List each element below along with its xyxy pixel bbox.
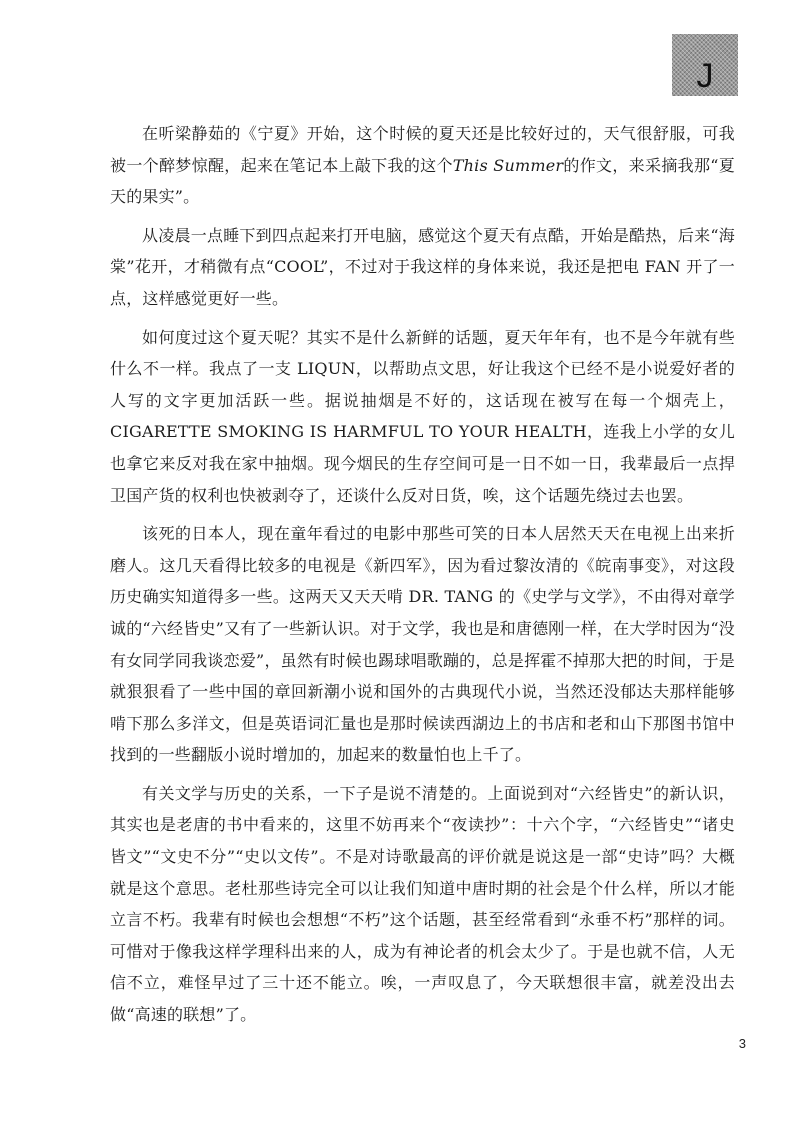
paragraph-5: 有关文学与历史的关系，一下子是说不清楚的。上面说到对“六经皆史”的新认识，其实也是老唐的书中看来的，这里不妨再来个“夜读抄”：十六个字，“六经皆史”“诸史皆文”“文史不分”“史以文传”。不是对诗歌最高的评价就是说这是一部“史诗”吗？大概就是这个意思。老杜那些诗完全可以让我们知道中唐时期的社会是个什么样，所以才能立言不朽。我辈有时候也会想想“不朽”这个话题，甚至经常看到“永垂不朽”那样的词。可惜对于像我这样学理科出来的人，成为有神论者的机会太少了。于是也就不信，人无信不立，难怪早过了三十还不能立。唉，一声叹息了，今天联想很丰富，就差没出去做“高速的联想”了。	[110, 783, 735, 1025]
article-body	[110, 118, 735, 1038]
paragraph-1-text-before: 在听梁静茹的《宁夏》开始，这个时候的夏天还是比较好过的，天气很舒服，可我被一个醉梦惊醒，起来在笔记本上敲下我的这个	[110, 124, 735, 175]
paragraph-1-text-after: 的作文，来采摘我那“夏天的果实”。	[110, 155, 735, 207]
paragraph-1	[110, 118, 735, 213]
paragraph-3: 如何度过这个夏天呢？其实不是什么新鲜的话题，夏天年年有，也不是今年就有些什么不一样。我点了一支 LIQUN，以帮助点文思，好让我这个已经不是小说爱好者的人写的文字更加活跃一些。据说抽烟是不好的，这话现在被写在每一个烟壳上，CIGARETTE SMOKING IS HARMFUL TO YOUR HEALTH，连我上小学的女儿也拿它来反对我在家中抽烟。现今烟民的生存空间可是一日不如一日，我辈最后一点捍卫国产货的权利也快被剥夺了，还谈什么反对日货，唉，这个话题先绕过去也罢。	[110, 327, 735, 505]
paragraph-2: 从凌晨一点睡下到四点起来打开电脑，感觉这个夏天有点酷，开始是酷热，后来“海棠”花开，才稍微有点“COOL”，不过对于我这样的身体来说，我还是把电 FAN 开了一点，这样感觉更好一些。	[110, 225, 735, 308]
page-number: 3	[738, 1036, 746, 1051]
paragraph-1-italic-title: This Summer	[452, 155, 564, 175]
paragraph-4: 该死的日本人，现在童年看过的电影中那些可笑的日本人居然天天在电视上出来折磨人。这几天看得比较多的电视是《新四军》，因为看过黎汝清的《皖南事变》，对这段历史确实知道得多一些。这两天又天天啃 DR. TANG 的《史学与文学》，不由得对章学诚的“六经皆史”又有了一些新认识。对于文学，我也是和唐德刚一样，在大学时因为“没有女同学同我谈恋爱”，虽然有时候也踢球唱歌蹦的，总是挥霍不掉那大把的时间，于是就狠狠看了一些中国的章回新潮小说和国外的古典现代小说，当然还没郁达夫那样能够啃下那么多洋文，但是英语词汇量也是那时候读西湖边上的书店和老和山下那图书馆中找到的一些翻版小说时增加的，加起来的数量怕也上千了。	[110, 524, 735, 765]
corner-tab-letter: J	[696, 57, 714, 95]
corner-tab	[672, 34, 738, 96]
